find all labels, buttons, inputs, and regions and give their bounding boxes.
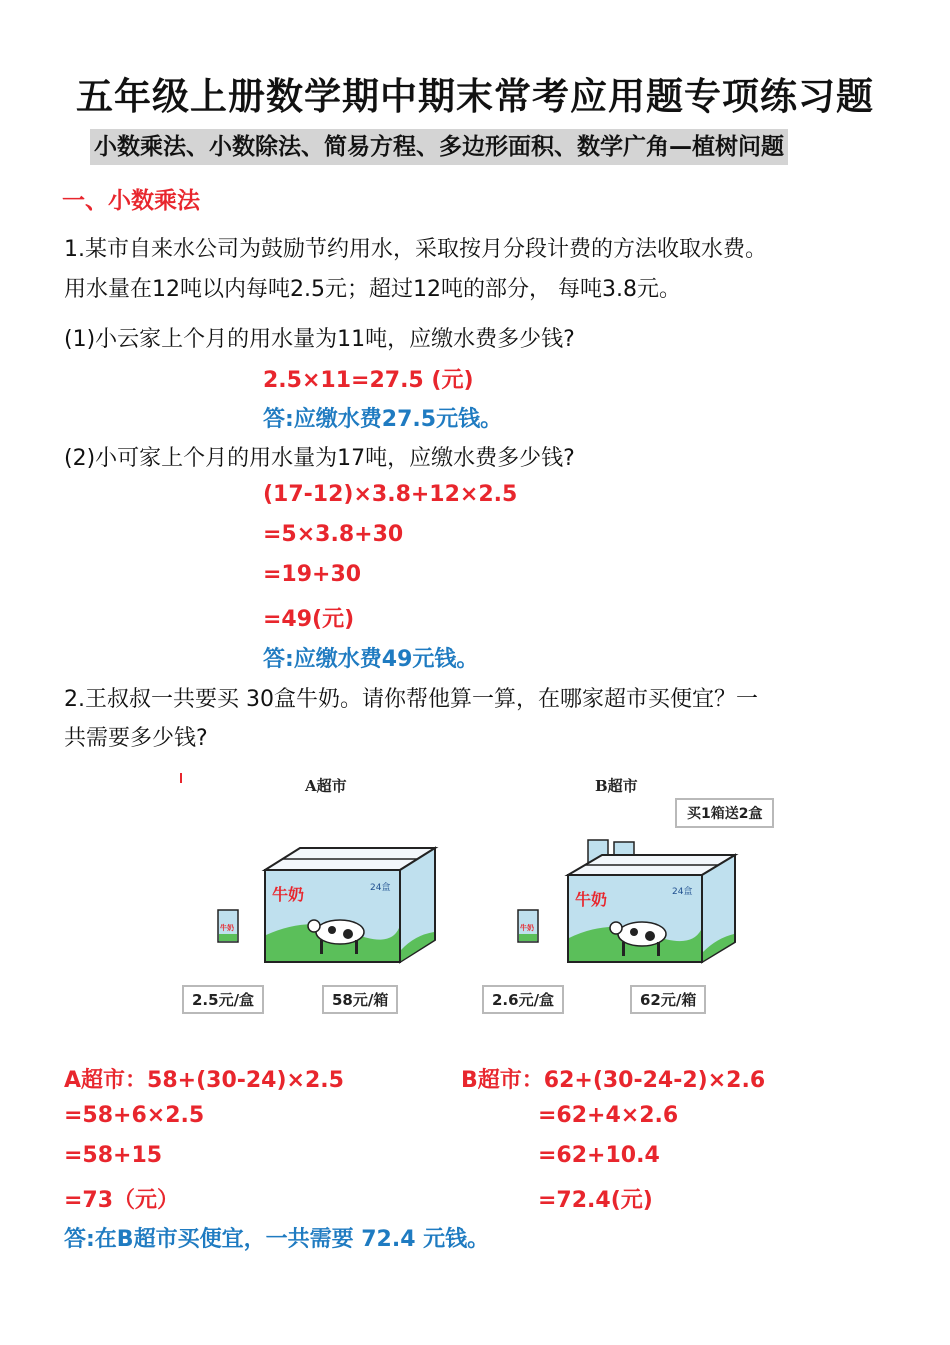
shop-a-calc-step3: =58+15 xyxy=(64,1143,163,1168)
decorative-mark xyxy=(180,773,182,783)
milk-supermarket-illustration xyxy=(170,765,810,1015)
q1-sub2-answer: 答:应缴水费49元钱。 xyxy=(263,647,479,672)
q1-sub1-answer: 答:应缴水费27.5元钱。 xyxy=(263,407,503,432)
shop-b-calc-step1: B超市：62+(30-24-2)×2.6 xyxy=(461,1068,766,1093)
shop-b-calc-step2: =62+4×2.6 xyxy=(538,1103,679,1128)
carton-text: 牛奶 xyxy=(220,924,234,932)
q2-text-line1: 2.王叔叔一共要买 30盒牛奶。请你帮他算一算，在哪家超市买便宜？一 xyxy=(64,687,758,712)
q1-sub1-calculation: 2.5×11=27.5 (元) xyxy=(263,368,474,393)
shop-b-milk-case-drawing xyxy=(510,830,750,990)
section-heading-decimal-multiplication: 一、小数乘法 xyxy=(62,188,200,214)
q1-text-line1: 1.某市自来水公司为鼓励节约用水，采取按月分段计费的方法收取水费。 xyxy=(64,237,767,262)
page-title: 五年级上册数学期中期末常考应用题专项练习题 xyxy=(76,75,874,118)
shop-a-case-price: 58元/箱 xyxy=(322,985,398,1014)
shop-a-calc-step2: =58+6×2.5 xyxy=(64,1103,205,1128)
q1-sub2-question: (2)小可家上个月的用水量为17吨，应缴水费多少钱? xyxy=(64,446,575,471)
q1-sub2-calc-step4: =49(元) xyxy=(263,607,355,632)
subtitle-topics: 小数乘法、小数除法、简易方程、多边形面积、数学广角—植树问题 xyxy=(90,129,788,165)
q1-text-line2: 用水量在12吨以内每吨2.5元；超过12吨的部分， 每吨3.8元。 xyxy=(64,277,681,302)
q1-sub2-calc-step2: =5×3.8+30 xyxy=(263,522,404,547)
shop-a-milk-case-drawing xyxy=(210,840,450,990)
shop-b-case-price: 62元/箱 xyxy=(630,985,706,1014)
carton-text: 牛奶 xyxy=(520,924,534,932)
shop-b-label: B超市 xyxy=(595,777,638,795)
q1-sub1-question: (1)小云家上个月的用水量为11吨，应缴水费多少钱? xyxy=(64,327,575,352)
q1-sub2-calc-step1: (17-12)×3.8+12×2.5 xyxy=(263,482,518,507)
case-brand-text: 牛奶 xyxy=(272,885,305,904)
shop-a-label: A超市 xyxy=(305,777,347,795)
shop-b-calc-step4: =72.4(元) xyxy=(538,1188,653,1213)
shop-b-calc-step3: =62+10.4 xyxy=(538,1143,660,1168)
shop-a-single-price: 2.5元/盒 xyxy=(182,985,264,1014)
shop-b-promo-tag: 买1箱送2盒 xyxy=(675,798,774,828)
case-count-text: 24盒 xyxy=(672,887,693,897)
shop-a-calc-step1: A超市：58+(30-24)×2.5 xyxy=(64,1068,344,1093)
shop-b-single-price: 2.6元/盒 xyxy=(482,985,564,1014)
q2-answer: 答:在B超市买便宜，一共需要 72.4 元钱。 xyxy=(64,1227,490,1252)
shop-a-calc-step4: =73（元） xyxy=(64,1188,180,1213)
case-count-text: 24盒 xyxy=(370,883,391,893)
q1-sub2-calc-step3: =19+30 xyxy=(263,562,362,587)
case-brand-text: 牛奶 xyxy=(575,890,608,909)
q2-text-line2: 共需要多少钱? xyxy=(64,726,208,751)
